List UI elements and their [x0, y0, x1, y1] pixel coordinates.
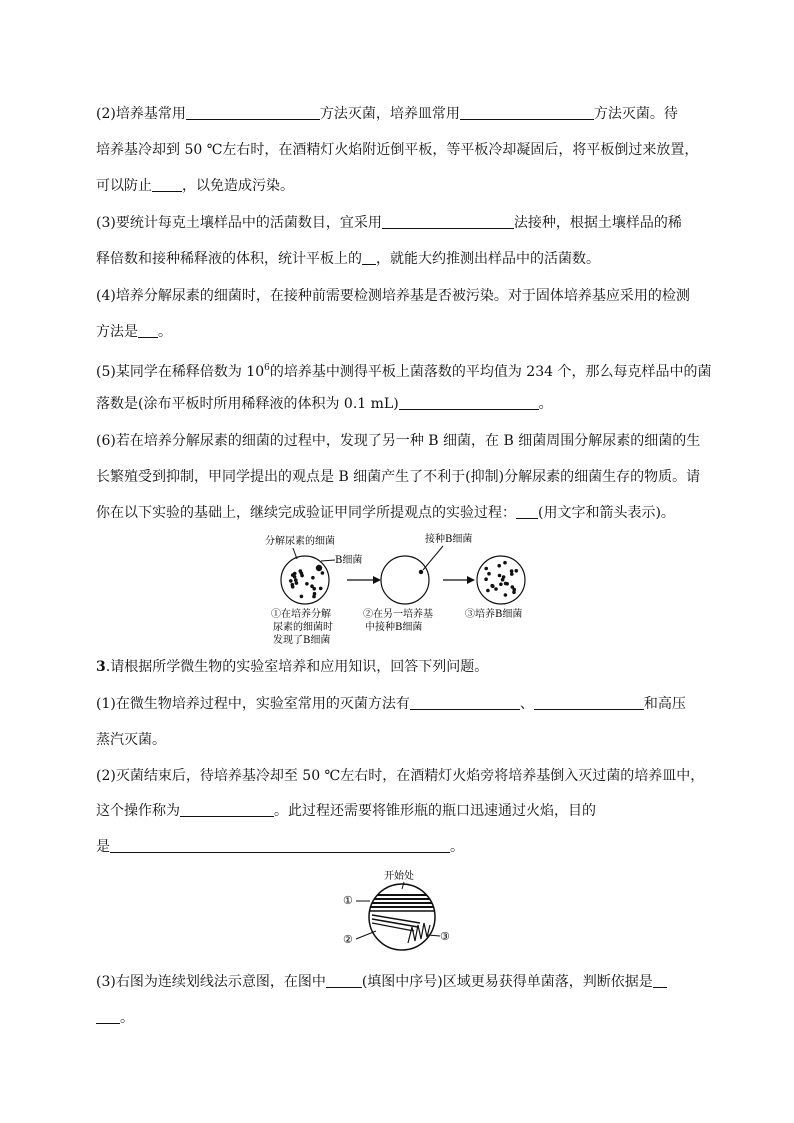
pointer-line [321, 560, 335, 561]
text: 。此过程还需要将锥形瓶的瓶口迅速通过火焰，目的 [274, 803, 596, 819]
colony-dot [499, 583, 503, 587]
colony-dot [312, 587, 316, 591]
pointer-line [356, 931, 376, 939]
answer-blank[interactable] [362, 250, 376, 265]
colony-dot [294, 578, 298, 582]
caption-step1-line1: ①在培养分解 [271, 609, 331, 620]
q2-part6-line3 [96, 503, 675, 523]
colony-dot [503, 561, 507, 565]
text: (填图中序号)区域更易获得单菌落，判断依据是 [361, 974, 653, 990]
caption-step3: ③培养B细菌 [465, 609, 523, 620]
colony-dot [504, 582, 508, 586]
answer-blank[interactable] [152, 177, 182, 192]
question-number: 3 [96, 659, 106, 675]
text: 、 [519, 696, 534, 712]
answer-blank[interactable] [653, 973, 667, 988]
text: 这个操作称为 [96, 803, 180, 819]
text: 释倍数和接种稀释液的体积，统计平板上的 [96, 251, 362, 267]
streak-line [372, 919, 418, 927]
diagram-label-b-bacteria: B细菌 [335, 555, 363, 566]
answer-blank[interactable] [410, 695, 520, 710]
experiment-diagram [255, 530, 545, 650]
colony-dot [494, 587, 498, 591]
text: (用文字和箭头表示)。 [538, 505, 675, 521]
q2-part3-line1 [96, 213, 682, 233]
petri-dish-1 [281, 556, 329, 604]
text: ，就能大约推测出样品中的活菌数。 [376, 251, 600, 267]
answer-blank[interactable] [516, 504, 538, 519]
bacteria-colonies-1 [289, 569, 324, 598]
arrow-2-head [467, 576, 475, 584]
caption-step1-line2: 尿素的细菌时 [273, 622, 333, 633]
colony-dot [510, 572, 514, 576]
b-bacteria-inoculum [419, 570, 423, 574]
q2-part5-line1 [96, 358, 711, 382]
colony-dot [299, 569, 303, 573]
colony-dot [484, 567, 488, 571]
colony-dot [293, 575, 297, 579]
text: 可以防止 [96, 178, 152, 194]
colony-dot [319, 587, 323, 591]
text: (2)培养基常用 [96, 106, 186, 122]
colony-dot [487, 572, 491, 576]
text: 是 [96, 839, 110, 855]
text: (5)某同学在稀释倍数为 10 [96, 364, 265, 380]
petri-dish-2 [381, 556, 429, 604]
q2-part2-line3 [96, 176, 294, 196]
text: (3)要统计每克土壤样品中的活菌数目，宜采用 [96, 215, 382, 231]
q3-part3-line1 [96, 972, 667, 992]
marker-2: ② [343, 933, 353, 946]
text: (3)右图为连续划线法示意图，在图中 [96, 974, 326, 990]
diagram-label-urea-bacteria: 分解尿素的细菌 [265, 536, 335, 547]
q2-part6-line2: 长繁殖受到抑制，甲同学提出的观点是 B 细菌产生了不利于(抑制)分解尿素的细菌生存的物质。请 [96, 469, 701, 485]
caption-step1-line3: 发现了B细菌 [273, 635, 331, 646]
q2-part3-line2 [96, 249, 600, 269]
colony-dot [486, 589, 490, 593]
superscript: 6 [264, 363, 270, 373]
answer-blank[interactable] [110, 838, 450, 853]
answer-blank[interactable] [534, 695, 644, 710]
answer-blank[interactable] [138, 323, 158, 338]
colony-dot [484, 577, 488, 581]
q2-part4-line2 [96, 322, 172, 342]
text: ，以免造成污染。 [182, 178, 294, 194]
colony-dot [502, 575, 506, 579]
q2-part2-line2: 培养基冷却到 50 ℃左右时，在酒精灯火焰附近倒平板，等平板冷却凝固后，将平板倒过来放置， [96, 142, 699, 158]
q2-part5-line2 [96, 394, 553, 414]
streak-lines [370, 895, 436, 943]
text: 。 [158, 324, 172, 340]
q3-part1-line1 [96, 694, 686, 714]
label-start-point: 开始处 [384, 871, 414, 882]
text: 方法灭菌。待 [593, 106, 678, 122]
text: 的培养基中测得平板上菌落数的平均值为 234 个，那么每克样品中的菌 [269, 364, 712, 380]
q3-part2-line3 [96, 837, 464, 857]
pointer-line [423, 546, 443, 570]
answer-blank[interactable] [186, 105, 320, 120]
arrow-1-head [373, 576, 381, 584]
colony-dot [289, 579, 293, 583]
bacteria-colonies-3 [484, 561, 518, 597]
text: 和高压 [643, 696, 686, 712]
answer-blank[interactable] [399, 395, 539, 410]
q3-heading [96, 657, 488, 677]
colony-dot [504, 593, 508, 597]
text: 。 [538, 396, 553, 412]
q3-part3-line2 [96, 1008, 134, 1028]
colony-dot [291, 585, 295, 589]
colony-dot [295, 581, 299, 585]
colony-dot [305, 582, 309, 586]
colony-dot [515, 569, 519, 573]
pointer-line [402, 882, 404, 889]
text: 。 [450, 839, 464, 855]
colony-dot [300, 595, 304, 599]
answer-blank[interactable] [460, 105, 594, 120]
streak-line [372, 915, 420, 923]
colony-dot [321, 571, 325, 575]
text: 方法灭菌，培养皿常用 [319, 106, 460, 122]
q2-part6-line1: (6)若在培养分解尿素的细菌的过程中，发现了另一种 B 细菌，在 B 细菌周围分解尿素的细菌的生 [96, 433, 701, 449]
answer-blank[interactable] [180, 802, 274, 817]
answer-blank[interactable] [96, 1009, 120, 1024]
answer-blank[interactable] [382, 214, 514, 229]
text: (1)在微生物培养过程中，实验室常用的灭菌方法有 [96, 696, 410, 712]
answer-blank[interactable] [326, 973, 362, 988]
b-bacteria-colony [316, 565, 322, 571]
colony-dot [313, 592, 317, 596]
colony-dot [311, 576, 315, 580]
q2-part2-line1 [96, 104, 678, 124]
marker-3: ③ [440, 930, 450, 943]
caption-step2-line2: 中接种B细菌 [365, 622, 423, 633]
petri-dish [369, 884, 435, 950]
colony-dot [498, 574, 502, 578]
colony-dot [511, 585, 515, 589]
q3-part2-line2 [96, 801, 596, 821]
q3-part1-line2: 蒸汽灭菌。 [96, 732, 166, 748]
streak-line [372, 923, 414, 931]
streak-plate-diagram [340, 865, 460, 961]
text: .请根据所学微生物的实验室培养和应用知识，回答下列问题。 [105, 659, 489, 675]
colony-dot [491, 584, 495, 588]
text: 落数是(涂布平板时所用稀释液的体积为 0.1 mL) [96, 396, 399, 412]
text: 方法是 [96, 324, 138, 340]
colony-dot [497, 564, 501, 568]
text: 你在以下实验的基础上，继续完成验证甲同学所提观点的实验过程： [96, 505, 516, 521]
diagram-label-inoculate-b: 接种B细菌 [425, 534, 473, 545]
q3-part2-line1: (2)灭菌结束后，待培养基冷却至 50 ℃左右时，在酒精灯火焰旁将培养基倒入灭过菌的培养皿中， [96, 768, 705, 784]
marker-1: ① [343, 894, 353, 907]
text: 法接种，根据土壤样品的稀 [513, 215, 682, 231]
text: 。 [120, 1010, 134, 1026]
caption-step2-line1: ②在另一培养基 [363, 609, 433, 620]
q2-part4-line1: (4)培养分解尿素的细菌时，在接种前需要检测培养基是否被污染。对于固体培养基应采用的检测 [96, 288, 690, 304]
